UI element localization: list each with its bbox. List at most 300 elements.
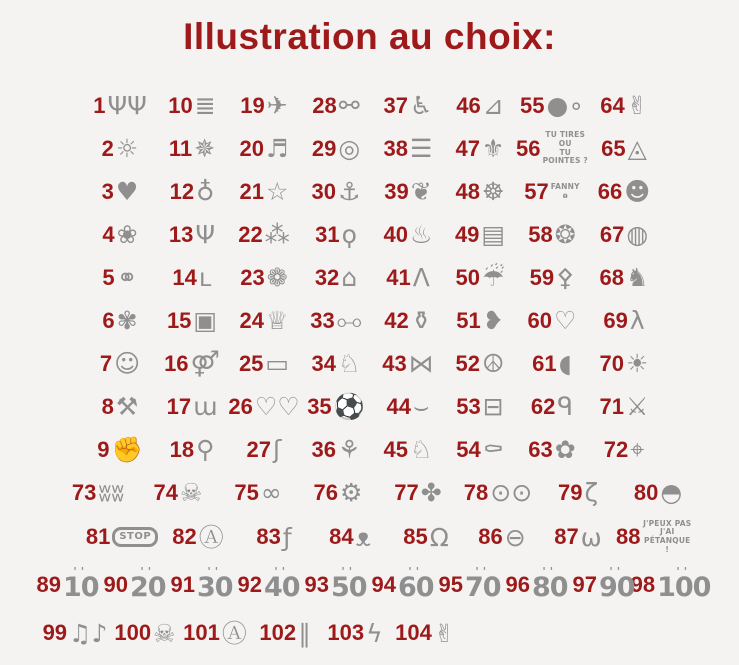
item-number: 44	[386, 393, 412, 419]
item-number: 77	[394, 479, 419, 505]
item-number: 76	[313, 479, 339, 505]
petanque-balls-icon: ●∘	[546, 91, 584, 120]
item-number: 29	[311, 135, 337, 161]
age-20-candles-icon: '' 20	[130, 570, 166, 601]
game-console-icon: ▣	[193, 306, 218, 335]
camper-van-icon: ▭	[265, 349, 290, 378]
item-number: 33	[310, 307, 335, 333]
item-number: 15	[166, 307, 192, 333]
illustration-item-12	[156, 179, 228, 205]
item-number: 24	[239, 307, 265, 333]
illustration-item-65	[588, 136, 660, 162]
illustration-item-51	[444, 308, 516, 334]
soccer-ball-icon: ⚽	[333, 392, 365, 421]
gardening-plant-icon: ❦	[410, 177, 432, 206]
item-number: 103	[327, 620, 365, 645]
hammock-palms-icon: ⌣	[413, 392, 430, 421]
illustration-item-74	[138, 480, 218, 506]
item-number: 102	[259, 620, 297, 645]
illustration-item-6	[84, 308, 156, 334]
item-number: 73	[71, 479, 97, 505]
item-number: 56	[516, 135, 541, 161]
item-number: 43	[382, 350, 407, 376]
peace-sign-icon: ☮	[482, 349, 505, 378]
item-number: 51	[456, 307, 481, 333]
item-number: 3	[101, 178, 114, 204]
baby-bottle-icon: ⚴	[556, 263, 575, 292]
illustration-item-37	[372, 93, 444, 119]
crossed-lightsabers-icon: ⚔	[626, 392, 649, 421]
camping-tent-icon: Λ	[412, 263, 430, 292]
heart-arrow-icon: ❥	[482, 306, 504, 335]
illustration-item-3	[84, 179, 156, 205]
item-number: 97	[572, 572, 597, 597]
item-number: 71	[599, 393, 625, 419]
illustration-item-14	[156, 265, 228, 291]
breton-ermine-icon: ⚜	[482, 134, 505, 163]
rock-hand-sign-icon: ✌	[433, 618, 455, 648]
illustration-item-8	[84, 394, 156, 420]
illustration-item-85	[388, 524, 464, 550]
item-number: 64	[600, 92, 625, 118]
sailboat-icon: ⊿	[482, 91, 504, 120]
illustration-item-15	[156, 308, 228, 334]
icon-row	[0, 256, 739, 299]
item-number: 94	[371, 572, 396, 597]
illustration-item-2	[84, 136, 156, 162]
item-number: 55	[520, 92, 545, 118]
item-number: 61	[532, 350, 557, 376]
boxing-gloves-icon: ✊	[111, 435, 143, 464]
music-notes-icon: ♫♪	[69, 618, 108, 648]
illustration-item-11	[156, 136, 228, 162]
illustration-item-70	[588, 351, 660, 377]
stop-sign-icon: STOP	[112, 527, 158, 547]
illustration-item-78	[458, 480, 538, 506]
item-number: 53	[456, 393, 481, 419]
item-number: 86	[478, 524, 503, 549]
rose-icon: ❀	[116, 220, 138, 249]
smiling-sun-icon: ☀	[626, 349, 649, 378]
wine-glass-icon: Ψ	[195, 220, 216, 249]
illustration-item-28	[300, 93, 372, 119]
illustration-item-45	[372, 437, 444, 463]
heart-filled-icon: ♥	[115, 177, 139, 206]
illustration-item-76	[298, 480, 378, 506]
item-number: 22	[238, 221, 263, 247]
illustration-item-24	[228, 308, 300, 334]
eyelashes-icon: ʬʬ	[98, 478, 125, 507]
illustration-item-103	[320, 620, 390, 646]
item-number: 54	[456, 436, 481, 462]
item-number: 82	[172, 524, 197, 549]
item-number: 47	[455, 135, 481, 161]
item-number: 50	[455, 264, 481, 290]
illustration-item-20	[228, 136, 300, 162]
icon-row	[0, 610, 739, 656]
illustration-item-100	[110, 620, 180, 646]
illustration-item-97	[570, 570, 637, 601]
item-number: 41	[386, 264, 411, 290]
illustration-item-99	[40, 620, 110, 646]
illustration-item-59	[516, 265, 588, 291]
item-number: 8	[101, 393, 114, 419]
item-number: 31	[315, 221, 340, 247]
icon-row	[0, 385, 739, 428]
item-number: 66	[597, 178, 623, 204]
unicorn-head-filled-icon: ♞	[626, 263, 649, 292]
house-heart-icon: ⌂	[341, 263, 358, 292]
illustration-item-101	[180, 620, 250, 646]
illustration-item-4	[84, 222, 156, 248]
vacation-luggage-palm-icon: ✈	[266, 91, 288, 120]
illustration-item-13	[156, 222, 228, 248]
illustration-item-82	[160, 524, 236, 550]
bow-ribbon-icon: ⋈	[408, 349, 434, 378]
illustration-item-84	[312, 524, 388, 550]
age-70-candles-icon: '' 70	[465, 570, 501, 601]
illustration-item-50	[444, 265, 516, 291]
illustration-item-64	[588, 93, 660, 119]
illustration-item-21	[228, 179, 300, 205]
item-number: 95	[438, 572, 463, 597]
illustration-item-73	[58, 480, 138, 506]
anarchy-circle-a-icon: Ⓐ	[221, 618, 247, 648]
item-number: 38	[383, 135, 409, 161]
illustration-item-55	[516, 93, 588, 119]
illustration-item-83	[236, 524, 312, 550]
item-number: 75	[234, 479, 259, 505]
item-number: 19	[240, 92, 265, 118]
item-number: 45	[383, 436, 409, 462]
icon-row	[0, 342, 739, 385]
birthday-cake-icon: ≣	[194, 91, 216, 120]
item-number: 81	[85, 524, 111, 549]
newborn-baby-icon: ☺	[114, 349, 141, 378]
illustration-item-89	[34, 570, 101, 601]
champagne-bottle-icon: ⚱	[410, 306, 432, 335]
baby-stroller-icon: ♿	[410, 91, 433, 120]
item-number: 18	[169, 436, 195, 462]
crown-icon: ♕	[266, 306, 289, 335]
item-number: 100	[114, 620, 152, 645]
star-outline-icon: ☆	[266, 177, 289, 206]
item-number: 91	[170, 572, 195, 597]
item-number: 52	[455, 350, 481, 376]
icon-row	[0, 127, 739, 170]
item-number: 87	[554, 524, 579, 549]
illustration-item-90	[101, 570, 168, 601]
icon-row	[0, 213, 739, 256]
illustration-item-58	[516, 222, 588, 248]
item-number: 26	[228, 393, 253, 419]
illustration-item-19	[228, 93, 300, 119]
illustration-item-80	[618, 480, 698, 506]
drumsticks-icon: ∥	[298, 618, 311, 648]
dog-bone-icon: ⧟	[336, 306, 362, 335]
age-40-candles-icon: '' 40	[264, 570, 300, 601]
item-number: 2	[101, 135, 114, 161]
illustration-item-54	[444, 437, 516, 463]
illustration-item-75	[218, 480, 298, 506]
illustration-item-38	[372, 136, 444, 162]
item-number: 48	[455, 178, 481, 204]
item-number: 78	[463, 479, 489, 505]
item-number: 6	[102, 307, 115, 333]
item-number: 58	[528, 221, 553, 247]
horseshoe-icon: Ω	[429, 522, 449, 552]
illustration-item-98	[630, 570, 711, 603]
illustration-item-29	[300, 136, 372, 162]
illustration-item-36	[300, 437, 372, 463]
wedding-rings-icon: ⚭	[116, 263, 138, 292]
pacifier-icon: ⚲	[196, 435, 215, 464]
item-number: 93	[304, 572, 329, 597]
illustration-item-63	[516, 437, 588, 463]
wedding-cake-icon: ☰	[410, 134, 433, 163]
illustration-item-68	[588, 265, 660, 291]
icon-row	[0, 428, 739, 471]
illustration-item-23	[228, 265, 300, 291]
lightbulb-heart-icon: ☼	[115, 134, 139, 163]
illustration-item-69	[588, 308, 660, 334]
item-number: 7	[99, 350, 113, 376]
item-number: 39	[384, 178, 409, 204]
globe-earth-icon: ♁	[196, 177, 215, 206]
target-crosshair-icon: ◎	[338, 134, 361, 163]
four-leaf-clover-icon: ✤	[420, 478, 442, 507]
baby-feet-icon: ⚯	[338, 91, 360, 120]
illustration-item-56	[516, 131, 588, 166]
item-number: 90	[103, 572, 128, 597]
item-number: 28	[312, 92, 337, 118]
icon-row	[0, 84, 739, 127]
sugar-skull-icon: ☻	[624, 177, 651, 206]
illustration-item-102	[250, 620, 320, 646]
sunflower-pot-icon: ❂	[554, 220, 576, 249]
illustration-item-31	[300, 222, 372, 248]
illustration-item-48	[444, 179, 516, 205]
item-number: 27	[246, 436, 272, 462]
illustration-item-42	[372, 308, 444, 334]
illustration-item-44	[372, 394, 444, 420]
illustration-item-1	[84, 93, 156, 119]
linked-hearts-icon: ♡♡	[254, 392, 300, 421]
fanny-petanque-icon: FANNY ɷ	[550, 181, 580, 200]
flower-dahlia-icon: ✾	[116, 306, 138, 335]
illustration-item-60	[516, 308, 588, 334]
illustration-item-40	[372, 222, 444, 248]
item-number: 49	[454, 221, 480, 247]
icon-row	[0, 514, 739, 560]
item-number: 35	[307, 393, 332, 419]
illustration-item-9	[84, 437, 156, 463]
illustration-item-35	[300, 394, 372, 420]
brittany-flag-map-icon: ▤	[481, 220, 506, 249]
illustration-item-34	[300, 351, 372, 377]
illustration-item-22	[228, 222, 300, 248]
illustration-item-86	[464, 524, 540, 550]
icon-row	[0, 170, 739, 213]
treble-clef-icon: ƒ	[282, 522, 292, 552]
item-number: 20	[239, 135, 265, 161]
item-number: 37	[383, 92, 409, 118]
eyeglasses-icon: ⊙⊙	[490, 478, 533, 507]
daisy-icon: ✿	[554, 435, 576, 464]
item-number: 60	[527, 307, 553, 333]
wedding-couple-icon: ⚤	[190, 349, 220, 378]
item-number: 62	[530, 393, 556, 419]
item-number: 1	[93, 92, 106, 118]
age-10-candles-icon: '' 10	[63, 570, 99, 601]
item-number: 88	[616, 524, 641, 549]
illustration-item-5	[84, 265, 156, 291]
runner-icon: λ	[629, 306, 645, 335]
illustration-item-25	[228, 351, 300, 377]
age-90-candles-icon: '' 90	[599, 570, 635, 601]
illustration-item-67	[588, 222, 660, 248]
illustration-item-57	[516, 179, 588, 205]
illustration-item-18	[156, 437, 228, 463]
item-number: 34	[311, 350, 337, 376]
petanque-question-text-icon: TU TIRES OU TU POINTES ?	[542, 130, 588, 166]
illustration-item-61	[516, 351, 588, 377]
item-number: 12	[169, 178, 195, 204]
skull-crossbones-icon: ☠	[180, 478, 203, 507]
age-60-candles-icon: '' 60	[398, 570, 434, 601]
item-number: 74	[153, 479, 179, 505]
illustration-item-46	[444, 93, 516, 119]
magic-wand-icon: ✵	[194, 134, 216, 163]
item-number: 84	[329, 524, 354, 549]
item-number: 70	[599, 350, 625, 376]
item-number: 13	[168, 221, 194, 247]
item-number: 83	[256, 524, 281, 549]
item-number: 65	[601, 135, 626, 161]
illustration-item-66	[588, 179, 660, 205]
illustration-item-72	[588, 437, 660, 463]
location-pin-icon: ⌖	[630, 435, 645, 464]
lightning-bolt-icon: ϟ	[366, 618, 383, 648]
age-100-candles-icon: '' 100	[657, 570, 710, 601]
age-30-candles-icon: '' 30	[197, 570, 233, 601]
item-number: 85	[403, 524, 428, 549]
band-aid-icon: ⊟	[482, 392, 504, 421]
coffin-icon: ⚰	[482, 435, 504, 464]
item-number: 101	[183, 620, 220, 645]
triskelion-icon: ☸	[482, 177, 505, 206]
illustration-item-17	[156, 394, 228, 420]
champagne-toast-icon: ΨΨ	[107, 91, 147, 120]
illustration-item-39	[372, 179, 444, 205]
icon-row	[0, 299, 739, 342]
anchor-icon: ⚓	[338, 177, 361, 206]
mustache-icon: ɯ	[193, 392, 218, 421]
illustration-item-62	[516, 394, 588, 420]
anarchy-symbol-icon: Ⓐ	[198, 522, 224, 552]
illustration-item-87	[540, 524, 616, 550]
illustration-item-81	[84, 524, 160, 550]
illustration-item-47	[444, 136, 516, 162]
rocking-horse-icon: ♘	[338, 349, 361, 378]
illustration-item-26	[228, 394, 300, 420]
cat-face-icon: ω	[580, 522, 602, 552]
heart-outline-icon: ♡	[554, 306, 577, 335]
item-number: 92	[237, 572, 262, 597]
item-number: 67	[599, 221, 625, 247]
illustration-item-94	[369, 570, 436, 601]
item-number: 72	[603, 436, 629, 462]
pirate-skull-icon: ☠	[153, 618, 176, 648]
illustration-item-32	[300, 265, 372, 291]
baking-utensils-icon: ⚒	[115, 392, 139, 421]
rock-hand-icon: ✌	[626, 91, 648, 120]
illustration-item-91	[168, 570, 235, 601]
salon-hairdryer-icon: ♨	[410, 220, 433, 249]
illustration-item-52	[444, 351, 516, 377]
item-number: 96	[505, 572, 530, 597]
illustration-item-30	[300, 179, 372, 205]
item-number: 69	[603, 307, 628, 333]
item-number: 104	[395, 620, 432, 645]
corsica-map-icon: ζ	[584, 478, 599, 507]
illustration-item-43	[372, 351, 444, 377]
item-number: 59	[529, 264, 555, 290]
no-entry-sign-icon: ⊖	[504, 522, 526, 552]
fishing-rod-icon: ʃ	[273, 435, 282, 464]
high-heel-shoe-icon: ʟ	[198, 263, 212, 292]
item-number: 23	[240, 264, 265, 290]
item-number: 30	[311, 178, 337, 204]
age-50-candles-icon: '' 50	[331, 570, 367, 601]
item-number: 21	[239, 178, 265, 204]
dog-face-icon: ᴥ	[355, 522, 371, 552]
item-number: 25	[238, 350, 264, 376]
icon-row	[0, 560, 739, 610]
item-number: 17	[166, 393, 192, 419]
item-number: 57	[524, 178, 549, 204]
unicorn-head-outline-icon: ♘	[410, 435, 433, 464]
whale-icon: ◖	[558, 349, 572, 378]
illustration-item-41	[372, 265, 444, 291]
item-number: 36	[311, 436, 337, 462]
item-number: 99	[42, 620, 68, 645]
illustration-item-92	[235, 570, 302, 601]
rubber-duck-icon: ᑫ	[557, 392, 574, 421]
illustration-item-96	[503, 570, 570, 601]
moors-head-corsica-icon: ◓	[660, 478, 683, 507]
item-number: 9	[97, 436, 110, 462]
illustration-item-71	[588, 394, 660, 420]
item-number: 79	[557, 479, 583, 505]
item-number: 40	[383, 221, 409, 247]
item-number: 16	[164, 350, 189, 376]
item-number: 98	[630, 572, 656, 597]
item-number: 89	[36, 572, 61, 597]
item-number: 11	[168, 135, 193, 161]
item-number: 5	[102, 264, 115, 290]
age-80-candles-icon: '' 80	[532, 570, 568, 601]
item-number: 46	[456, 92, 481, 118]
illustration-item-49	[444, 222, 516, 248]
icon-row	[0, 471, 739, 514]
illustration-item-53	[444, 394, 516, 420]
paw-print-icon: ⁂	[264, 220, 290, 249]
illustration-item-77	[378, 480, 458, 506]
item-number: 63	[528, 436, 553, 462]
icon-grid	[0, 84, 739, 656]
item-number: 10	[168, 92, 193, 118]
